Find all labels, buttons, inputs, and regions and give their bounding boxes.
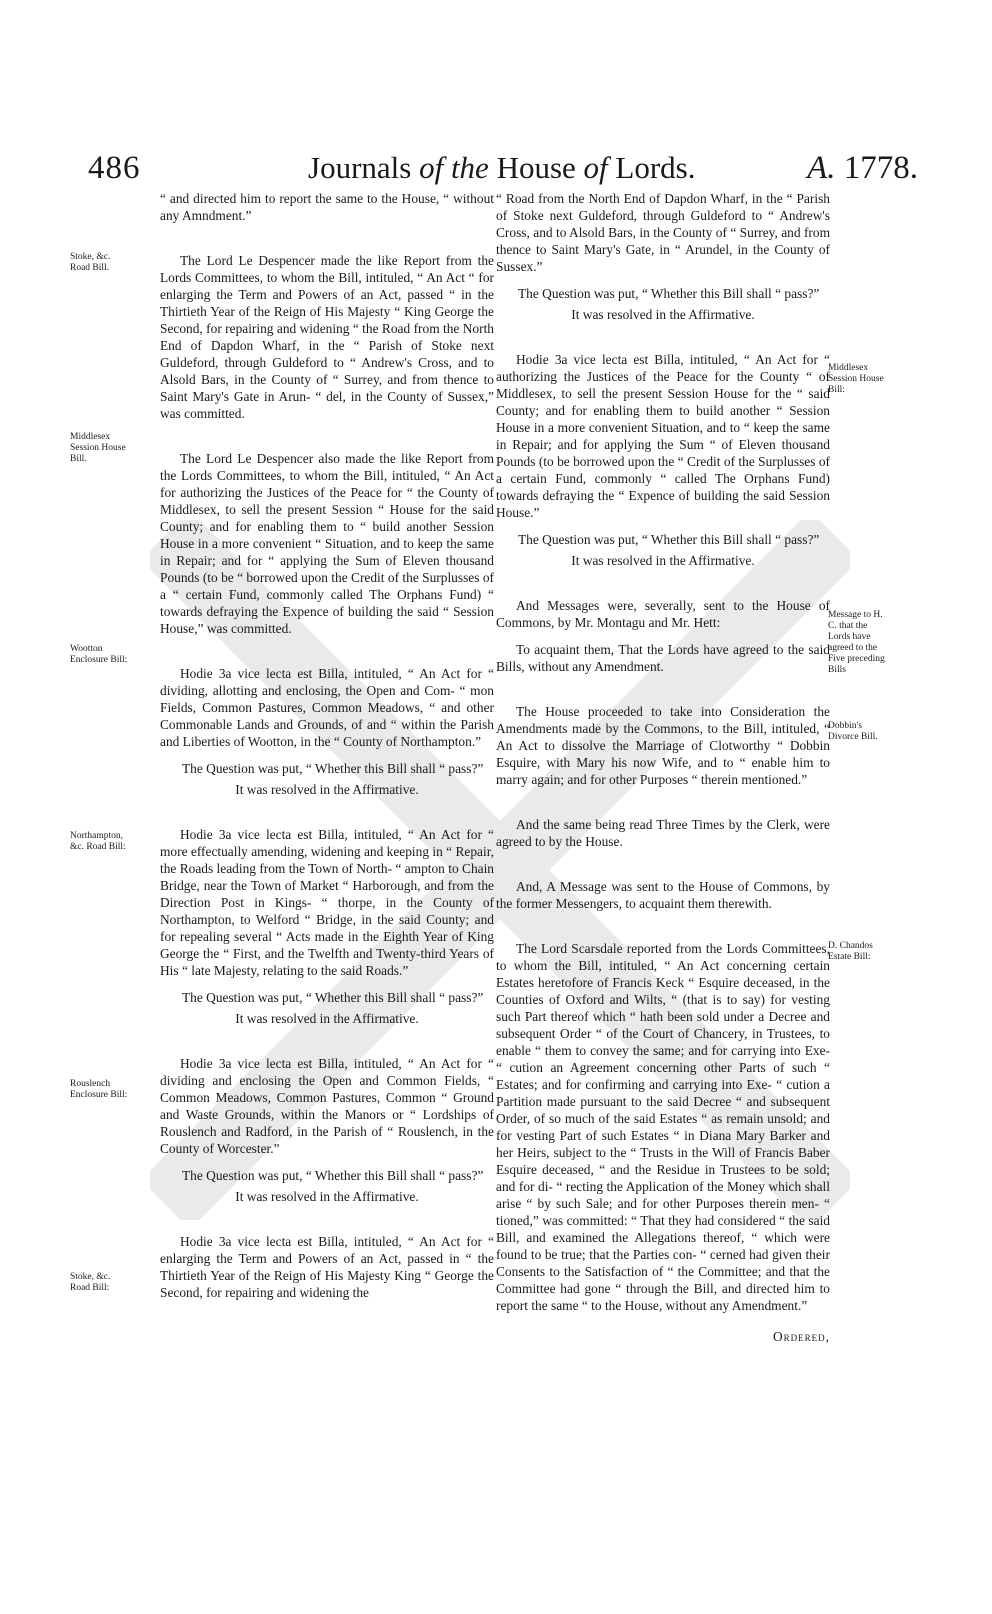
- paragraph: Hodie 3a vice lecta est Billa, intituled, “ An Act for “ enlarging the Term and Powers of an Act, passed in “ the Thirtieth Year of the Reign of His Majesty King “ George the Second, for repairing and widening the: [160, 1234, 494, 1300]
- left-column: [160, 190, 494, 1311]
- resolution: It was resolved in the Affirmative.: [571, 553, 755, 568]
- paragraph: “ Road from the North End of Dapdon Wharf, in the “ Parish of Stoke next Guldeford, through Guldeford to “ Andrew's Cross, and to Alsold Bars, in the County of “ Surrey, and from thence to Saint Mary's Gate, in “ Arundel, in the County of Sussex.”: [496, 191, 830, 274]
- question: The Question was put, “ Whether this Bill shall “ pass?”: [182, 1168, 484, 1183]
- paragraph: And the same being read Three Times by the Clerk, were agreed to by the House.: [496, 817, 830, 849]
- journal-title: Journals of the House of Lords.: [308, 150, 696, 185]
- margin-note-message: Message to H. C. that the Lords have agreed to the Five preceding Bills: [828, 610, 885, 675]
- question: The Question was put, “ Whether this Bill shall “ pass?”: [182, 990, 484, 1005]
- paragraph: The House proceeded to take into Consideration the Amendments made by the Commons, to the Bill, intituled, “ An Act to dissolve the Marriage of Clotworthy “ Dobbin Esquire, with Mary his now Wife, and to “ enable him to marry again; and for other Purposes “ therein mentioned.”: [496, 704, 830, 787]
- margin-note-dobbin: Dobbin's Divorce Bill.: [828, 721, 878, 742]
- paragraph: Hodie 3a vice lecta est Billa, intituled, “ An Act for “ more effectually amending, widening and keeping in “ Repair, the Roads leading from the Town of North- “ ampton to Chain Bridge, near the Town of Market “ Harborough, and from the Direction Post in Kings- “ thorpe, in the County of Northampton, to Welford “ Bridge, in the said County; and for repealing several “ Acts made in the Eighth Year of King George the “ First, and the Twelfth and Twenty-third Years of His “ late Majesty, relating to the said Roads.”: [160, 827, 494, 978]
- paragraph: The Lord Scarsdale reported from the Lords Committees, to whom the Bill, intituled, “ An Act concerning certain Estates heretofore of Francis Keck “ Esquire deceased, in the Counties of Oxford and Wilts, “ (that is to say) for vesting such Part thereof which “ hath been sold under a Decree and subsequent Order “ of the Court of Chancery, in Trustees, to enable “ them to convey the same; and for carrying into Exe- “ cution an Agreement concerning other Parts of such “ Estates; and for confirming and carrying into Exe- “ cution a Partition made pursuant to the said Decree “ and subsequent Order, of so much of the said Estates “ as remain unsold; and for vesting Part of such Estates “ in Diana Mary Barker and her Heirs, subject to the “ Trusts in the Will of Francis Baber Esquire deceased, “ and the Residue in Trustees to be sold; and for di- “ recting the Application of the Money which shall arise “ by such Sale; and for other Purposes therein men- “ tioned,” was committed: “ That they had considered “ the said Bill, and examined the Allegations thereof, “ which were found to be true; that the Parties con- “ cerned had given their Consents to the Satisfaction of “ the Committee; and that the Committee had gone “ through the Bill, and directed him to report the same “ to the House, without any Amendment.”: [496, 941, 830, 1313]
- paragraph: Hodie 3a vice lecta est Billa, intituled, “ An Act for “ authorizing the Justices of the Peace for the County “ of Middlesex, to sell the present Session House for the “ said County; and for enabling them to build another “ Session House in a more convenient Situation, and to “ keep the same in Repair; and for applying the Sum “ of Eleven thousand Pounds (to be borrowed upon the “ Credit of the Surplusses of a certain Fund, commonly “ called The Orphans Fund) towards defraying the “ Expence of building the said Session House.”: [496, 352, 830, 520]
- paragraph: Hodie 3a vice lecta est Billa, intituled, “ An Act for “ dividing, allotting and enclosing, the Open and Com- “ mon Fields, Common Pastures, Common Meadows, “ and other Commonable Lands and Grounds, of and “ within the Parish and Liberties of Wootton, in the “ County of Northampton.”: [160, 666, 494, 749]
- paragraph: The Lord Le Despencer also made the like Report from the Lords Committees, to whom the Bill, intituled, “ An Act for authorizing the Justices of the Peace for “ the County of Middlesex, to sell the present Session “ House for the said County; and for enabling them to “ build another Session House in a more convenient “ Situation, and to keep the same in Repair; and for “ applying the Sum of Eleven thousand Pounds (to be “ borrowed upon the Credit of the Surplusses of a “ certain Fund, commonly called The Orphans Fund) “ towards defraying the Expence of building the said “ Session House,” was committed.: [160, 451, 494, 636]
- margin-note-northampton: Northampton, &c. Road Bill:: [70, 831, 126, 852]
- question: The Question was put, “ Whether this Bill shall “ pass?”: [182, 761, 484, 776]
- page-number: 486: [88, 150, 141, 186]
- margin-note-middlesex: Middlesex Session House Bill.: [70, 432, 126, 464]
- resolution: It was resolved in the Affirmative.: [235, 1011, 419, 1026]
- question: The Question was put, “ Whether this Bill shall “ pass?”: [518, 286, 820, 301]
- catchword: Ordered,: [772, 1329, 830, 1344]
- margin-note-middlesex-2: Middlesex Session House Bill:: [828, 363, 884, 395]
- year: A. 1778.: [807, 150, 918, 186]
- margin-note-stoke: Stoke, &c. Road Bill.: [70, 252, 111, 273]
- resolution: It was resolved in the Affirmative.: [235, 1189, 419, 1204]
- resolution: It was resolved in the Affirmative.: [571, 307, 755, 322]
- paragraph: And, A Message was sent to the House of Commons, by the former Messengers, to acquaint them therewith.: [496, 879, 830, 911]
- right-column: [496, 190, 830, 1358]
- margin-note-chandos: D. Chandos Estate Bill:: [828, 941, 873, 962]
- margin-note-wootton: Wootton Enclosure Bill:: [70, 644, 128, 665]
- paragraph: To acquaint them, That the Lords have agreed to the said Bills, without any Amendment.: [496, 642, 830, 674]
- paragraph: And Messages were, severally, sent to the House of Commons, by Mr. Montagu and Mr. Hett:: [496, 598, 830, 630]
- paragraph: The Lord Le Despencer made the like Report from the Lords Committees, to whom the Bill, intituled, “ An Act “ for enlarging the Term and Powers of an Act, passed “ in the Thirtieth Year of the Reign of His Majesty “ King George the Second, for repairing and widening “ the Road from the North End of Dapdon Wharf, in the “ Parish of Stoke next Guldeford, through Guldeford to “ Andrew's Cross, and to Alsold Bars, in the County of “ Surrey, and from thence to Saint Mary's Gate in Arun- “ del, in the County of Sussex,” was committed.: [160, 253, 494, 421]
- paragraph: Hodie 3a vice lecta est Billa, intituled, “ An Act for “ dividing and enclosing the Open and Common Fields, “ Common Meadows, Common Pastures, Common “ Ground and Waste Grounds, within the Manors or “ Lordships of Rouslench and Radford, in the Parish of “ Rouslench, in the County of Worcester.”: [160, 1056, 494, 1156]
- margin-note-stoke-2: Stoke, &c. Road Bill:: [70, 1272, 111, 1293]
- paragraph: “ and directed him to report the same to the House, “ without any Amndment.”: [160, 191, 494, 223]
- resolution: It was resolved in the Affirmative.: [235, 782, 419, 797]
- margin-note-rouslench: Rouslench Enclosure Bill:: [70, 1079, 128, 1100]
- question: The Question was put, “ Whether this Bill shall “ pass?”: [518, 532, 820, 547]
